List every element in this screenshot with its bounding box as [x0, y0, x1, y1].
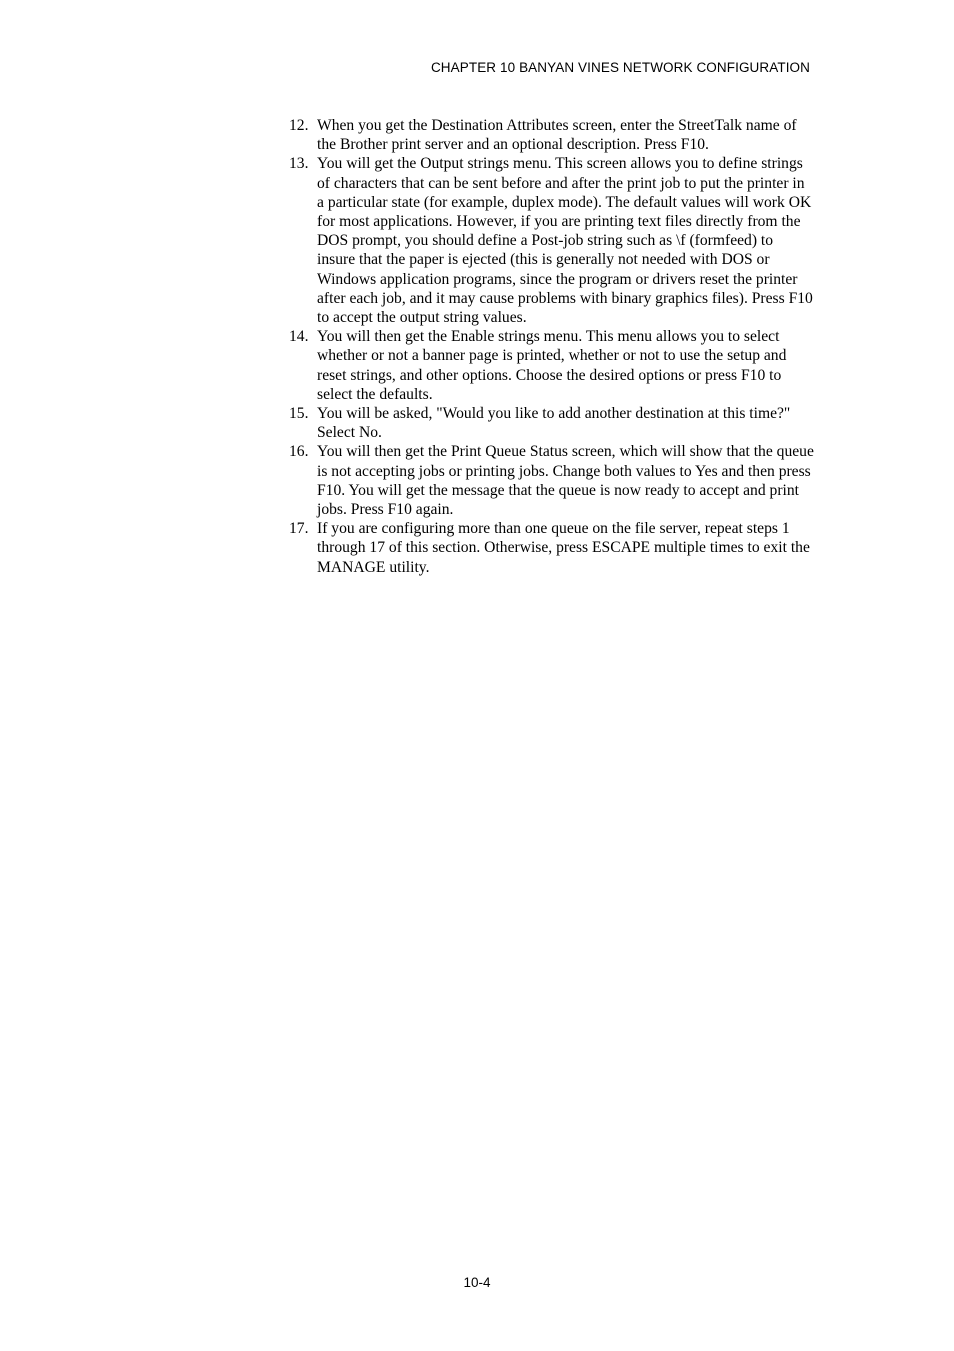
step-number: 15. — [289, 405, 309, 423]
step-13 — [280, 154, 814, 327]
step-text: If you are configuring more than one queue on the file server, repeat steps 1 through 17 of this section. Otherwise, press ESCAPE multiple times to exit the MANAGE utility. — [317, 520, 810, 576]
step-14 — [280, 327, 814, 404]
step-text: You will get the Output strings menu. This screen allows you to define strings of characters that can be sent before and after the print job to put the printer in a particular state (for example, duplex mode). The default values will work OK for most applications. However, if you are printing text files directly from the DOS prompt, you should define a Post-job string such as \f (formfeed) to insure that the paper is ejected (this is generally not needed with DOS or Windows application programs, since the program or drivers reset the printer after each job, and it may cause problems with binary graphics files). Press F10 to accept the output string values. — [317, 155, 813, 327]
step-number: 16. — [289, 443, 309, 461]
page-number: 10-4 — [463, 1275, 491, 1290]
step-12 — [280, 116, 814, 154]
step-text: When you get the Destination Attributes screen, enter the StreetTalk name of the Brother print server and an optional description. Press F10. — [317, 117, 797, 154]
running-header: CHAPTER 10 BANYAN VINES NETWORK CONFIGURATION — [430, 60, 810, 75]
step-number: 13. — [289, 155, 309, 173]
step-number: 17. — [289, 520, 309, 538]
step-number: 14. — [289, 328, 309, 346]
step-16 — [280, 442, 814, 519]
step-15 — [280, 404, 814, 442]
step-text: You will then get the Print Queue Status screen, which will show that the queue is not accepting jobs or printing jobs. Change both values to Yes and then press F10. You will get the message that the queue is now ready to accept and print jobs. Press F10 again. — [317, 443, 814, 519]
step-number: 12. — [289, 117, 309, 134]
step-text: You will then get the Enable strings menu. This menu allows you to select whether or not a banner page is printed, whether or not to use the setup and reset strings, and other options. Choose the desired options or press F10 to select the defaults. — [317, 328, 787, 403]
instruction-steps-list — [280, 116, 814, 577]
step-text: You will be asked, "Would you like to add another destination at this time?" Select No. — [317, 405, 791, 442]
step-17 — [280, 519, 814, 577]
